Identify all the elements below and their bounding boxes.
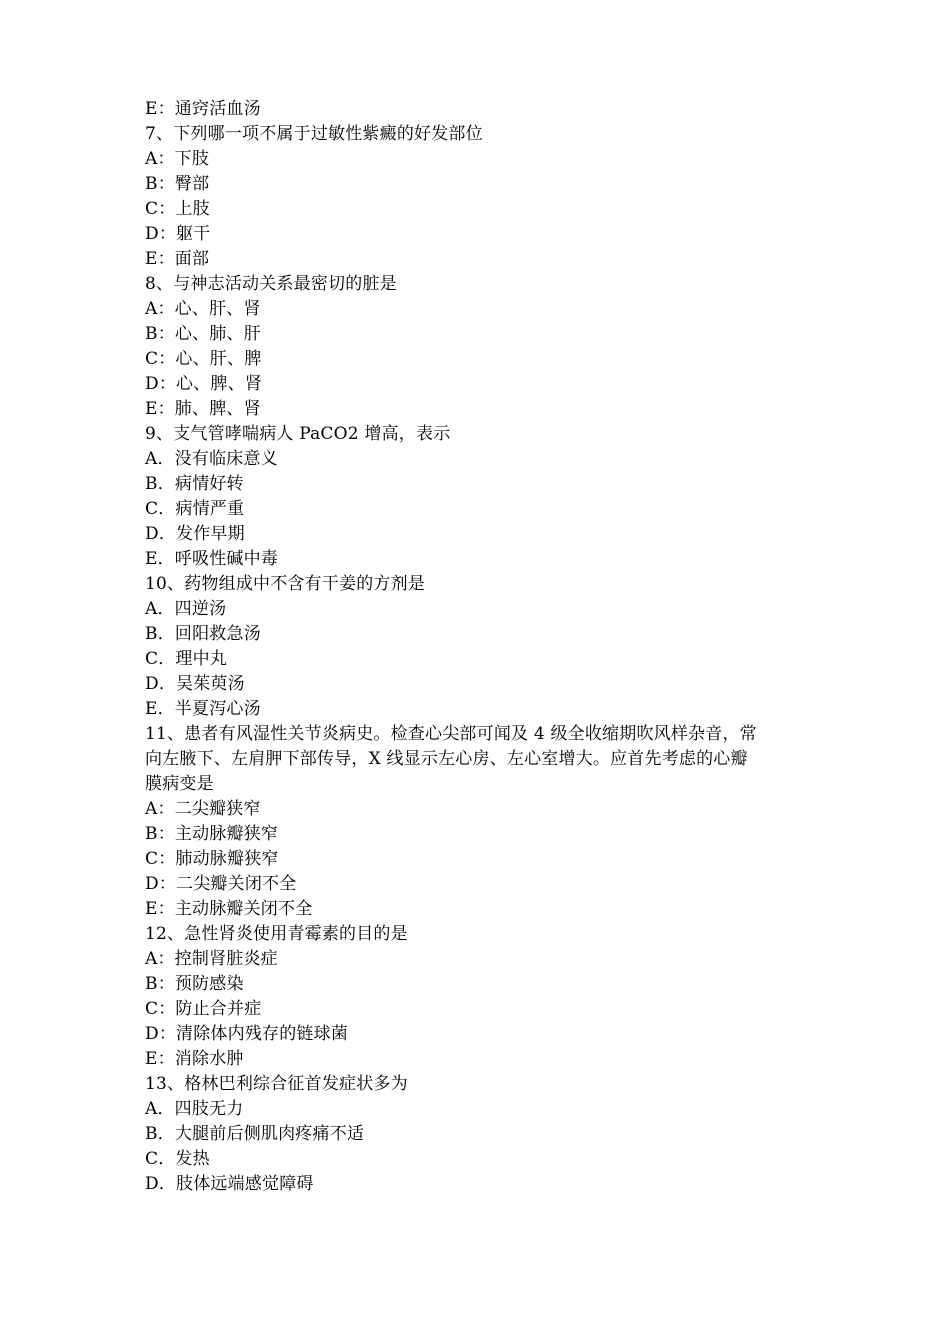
option-text: C．病情严重 <box>145 499 245 519</box>
option-text: B：预防感染 <box>145 974 244 994</box>
option-text: B：心、肺、肝 <box>145 324 261 344</box>
option-text: A：控制肾脏炎症 <box>145 949 278 969</box>
question-text: 向左腋下、左肩胛下部传导，X 线显示左心房、左心室增大。应首先考虑的心瓣 <box>145 749 748 769</box>
option-text: D．肢体远端感觉障碍 <box>145 1174 314 1194</box>
option-text: D：躯干 <box>145 224 211 244</box>
option-text: C：心、肝、脾 <box>145 349 262 369</box>
option-text: B：主动脉瓣狭窄 <box>145 824 279 844</box>
question-text: 9、支气管哮喘病人 PaCO2 增高，表示 <box>145 424 451 444</box>
question-text: 膜病变是 <box>145 774 214 794</box>
option-text: E：肺、脾、肾 <box>145 399 261 419</box>
option-text: A．四肢无力 <box>145 1099 244 1119</box>
option-text: A：二尖瓣狭窄 <box>145 799 261 819</box>
option-text: B．大腿前后侧肌肉疼痛不适 <box>145 1124 365 1144</box>
question-text: 7、下列哪一项不属于过敏性紫癜的好发部位 <box>145 124 483 144</box>
option-text: E：面部 <box>145 249 210 269</box>
question-text: 10、药物组成中不含有干姜的方剂是 <box>145 574 426 594</box>
option-text: D：心、脾、肾 <box>145 374 263 394</box>
option-text: E：主动脉瓣关闭不全 <box>145 899 313 919</box>
question-text: 8、与神志活动关系最密切的脏是 <box>145 274 397 294</box>
question-text: 13、格林巴利综合征首发症状多为 <box>145 1074 408 1094</box>
option-text: A：下肢 <box>145 149 210 169</box>
option-text: D．发作早期 <box>145 524 245 544</box>
option-text: D．吴茱萸汤 <box>145 674 245 694</box>
option-text: E：通窍活血汤 <box>145 99 261 119</box>
option-text: E．呼吸性碱中毒 <box>145 549 279 569</box>
option-text: C．理中丸 <box>145 649 228 669</box>
option-text: C．发热 <box>145 1149 210 1169</box>
option-text: A：心、肝、肾 <box>145 299 261 319</box>
option-text: C：防止合并症 <box>145 999 262 1019</box>
option-text: B．回阳救急汤 <box>145 624 261 644</box>
option-text: C：上肢 <box>145 199 210 219</box>
option-text: A．没有临床意义 <box>145 449 278 469</box>
option-text: B：臀部 <box>145 174 210 194</box>
question-text: 12、急性肾炎使用青霉素的目的是 <box>145 924 408 944</box>
option-text: D：清除体内残存的链球菌 <box>145 1024 349 1044</box>
option-text: C：肺动脉瓣狭窄 <box>145 849 279 869</box>
document-page <box>145 97 825 1197</box>
option-text: B．病情好转 <box>145 474 244 494</box>
question-text: 11、患者有风湿性关节炎病史。检查心尖部可闻及 4 级全收缩期吹风样杂音，常 <box>145 724 757 744</box>
option-text: E：消除水肿 <box>145 1049 244 1069</box>
option-text: E．半夏泻心汤 <box>145 699 261 719</box>
option-text: A．四逆汤 <box>145 599 227 619</box>
option-text: D：二尖瓣关闭不全 <box>145 874 297 894</box>
